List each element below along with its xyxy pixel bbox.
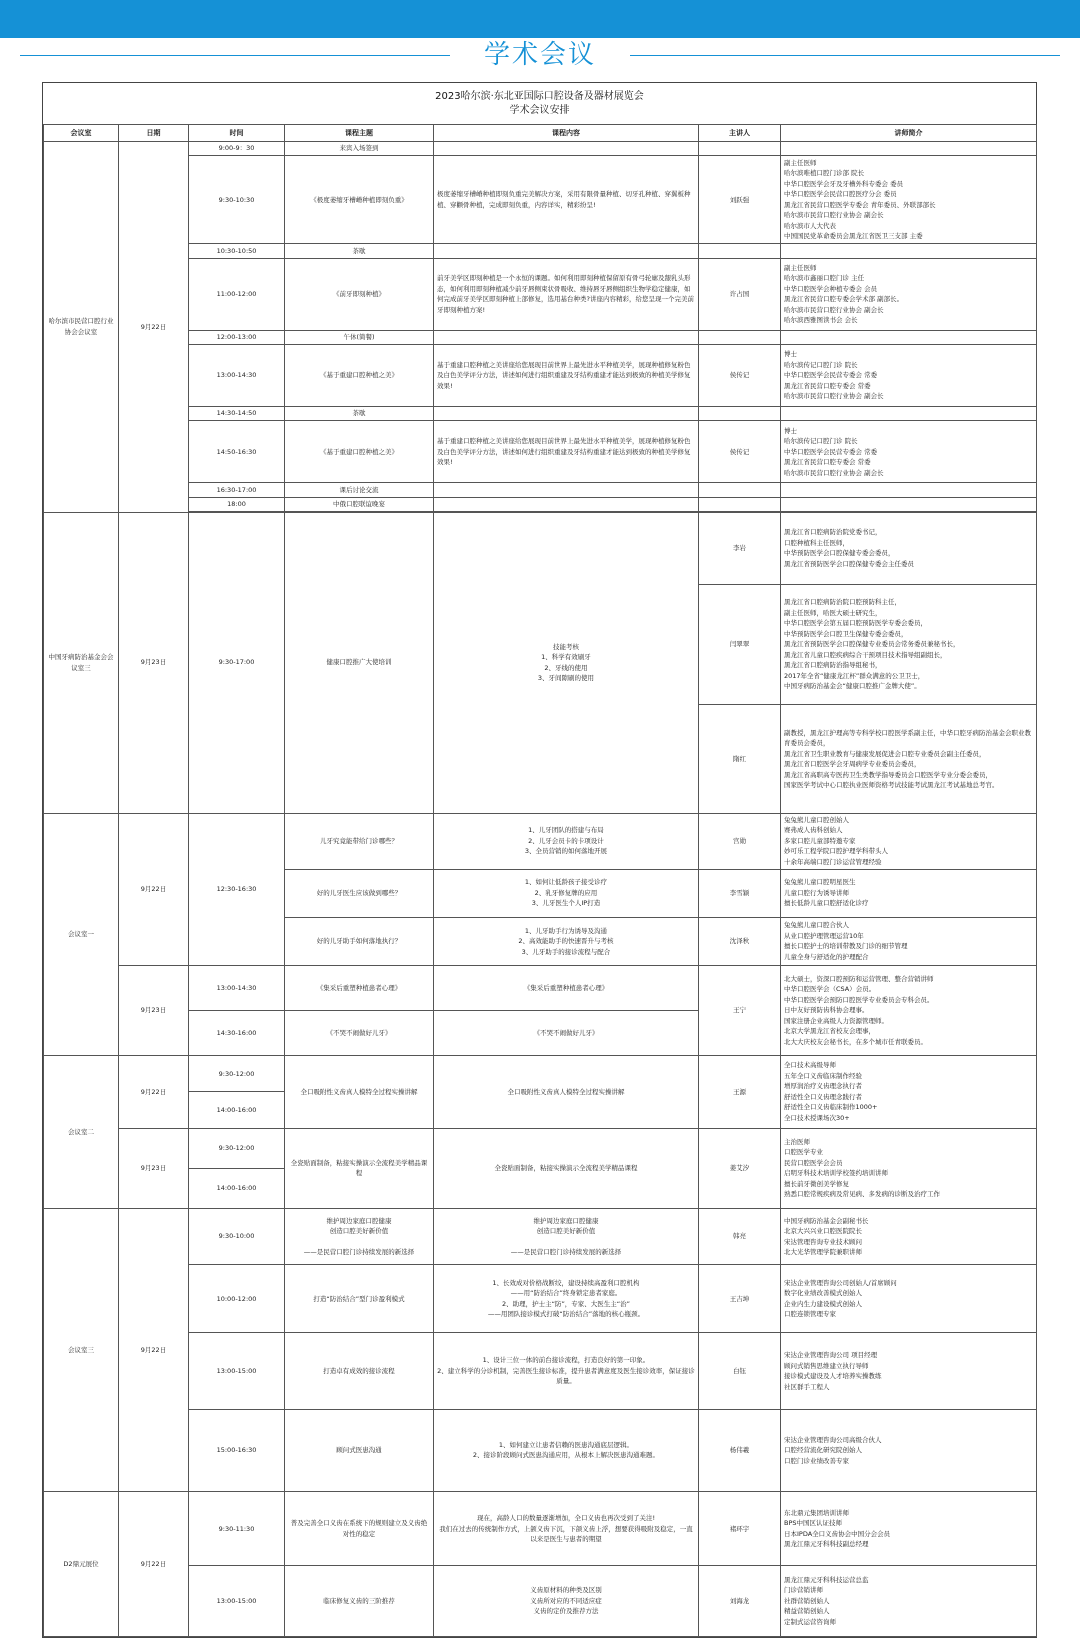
room-name: 中国牙病防治基金会会议室三 (44, 512, 119, 813)
session-time: 9:30-17:00 (189, 512, 285, 813)
page-title: 学术会议 (450, 38, 630, 72)
speaker-name: 王宁 (699, 965, 781, 1055)
speaker-name (699, 497, 781, 511)
session-content: 1、如何让低龄孩子接受诊疗 2、乳牙修复牌的应用 3、儿牙医生个人IP打造 (434, 869, 699, 917)
table-row (44, 142, 1037, 156)
header-time: 时间 (189, 125, 285, 142)
session-time: 11:00-12:00 (189, 258, 285, 330)
session-time: 9:00-9：30 (189, 142, 285, 156)
session-topic: 儿牙究竟能带给门诊哪些？ (285, 813, 434, 869)
session-topic: 来宾入场签到 (285, 142, 434, 156)
speaker-bio: 宋达企业管理咨询公司 项目经理 顾问式销售思维建立执行导师 接诊模式建设及人才培养实操教练 社区群手工程人 (781, 1333, 1037, 1409)
session-topic: 维护周边家庭口腔健康 创造口腔美好新价值 ——是民营口腔门诊持续发展的新选择 (285, 1208, 434, 1264)
session-topic: 《基于重建口腔种植之美》 (285, 421, 434, 483)
session-time: 12:30-16:30 (189, 813, 285, 965)
table-row (44, 344, 1037, 406)
session-topic: 全口吸附性义齿真人模特全过程实操讲解 (285, 1056, 434, 1128)
table-row (44, 156, 1037, 244)
speaker-name: 姜艾汐 (699, 1128, 781, 1208)
schedule-subtitle: 学术会议安排 (509, 105, 570, 116)
speaker-name: 王源 (699, 1056, 781, 1128)
table-row (44, 1333, 1037, 1409)
session-time: 10:30-10:50 (189, 244, 285, 258)
session-topic: 茶歇 (285, 407, 434, 421)
speaker-bio: 北大硕士，资深口腔预防和运营管理、整合营销讲师 中华口腔医学会（CSA）会员。 中华口腔医学会预防口腔医学专业委员会专科会员。 日中友好预防齿科协会理事。 国家注册企业高级人力资源管理师。 北京大学黑龙江省校友会理事， 北大大庆校友会秘书长，在多个城市任青联委员。 (781, 965, 1037, 1055)
speaker-bio: 东北鼎元集团培训讲师 BPS中国区认证技师 日本IPDA全口义齿协会中国分会会员 黑龙江鼎元牙科科技副总经理 (781, 1492, 1037, 1566)
session-date: 9月23日 (119, 512, 189, 813)
session-content: 极度萎缩牙槽嵴种植即刻负重完美解决方案，采用有限骨量种植、切牙孔种植、穿翼板种植、穿颧骨种植，完成即刻负重，内容详实，精彩纷呈! (434, 156, 699, 244)
speaker-bio: 黑龙江省口腔病防治院党委书记， 口腔种植科主任医师， 中华预防医学会口腔保健专委会委员， 黑龙江省预防医学会口腔保健专委会主任委员 (781, 512, 1037, 584)
session-topic: 《极度萎缩牙槽嵴种植即刻负重》 (285, 156, 434, 244)
speaker-bio: 主治医师 口腔医学专业 民营口腔医学会会员 启明牙科技术培训学校签约培训讲师 擅长前牙微创美学修复 熟悉口腔常规疾病及常见病、多发病的诊断及治疗工作 (781, 1128, 1037, 1208)
session-topic: 课后讨论交流 (285, 483, 434, 497)
table-row (44, 407, 1037, 421)
table-row (44, 330, 1037, 344)
session-content: 全瓷贴面制备，粘接实操演示全流程美学精品课程 (434, 1128, 699, 1208)
table-row (44, 483, 1037, 497)
session-content (434, 497, 699, 511)
session-time: 9:30-11:30 (189, 1492, 285, 1566)
session-time: 14:50-16:30 (189, 421, 285, 483)
speaker-bio: 全口技术高级导师 五年全口义齿临床制作经验 增厚润治疗义齿理念执行者 舒适性全口义齿理念践行者 舒适性全口义齿临床制作1000+ 全口技术授课场次30+ (781, 1056, 1037, 1128)
speaker-bio: 副教授，黑龙江护理高等专科学校口腔医学系副主任，中华口腔牙病防治基金会职业教育委员会委员， 黑龙江省卫生职业教育与健康发展促进会口腔专业委员会副主任委员， 黑龙江省口腔医学会牙周病学专业委员会委员， 黑龙江省高职高专医药卫生类教学指导委员会口腔医学专业分委会委员， 国家医学考试中心口腔执业医师资格考试技能考试黑龙江考试基地总考官。 (781, 705, 1037, 813)
session-topic: 《集采后重塑种植患者心理》 (285, 965, 434, 1010)
room-name: 哈尔滨市民营口腔行业协会会议室 (44, 142, 119, 512)
session-time: 13:00-14:30 (189, 965, 285, 1010)
header-content: 课程内容 (434, 125, 699, 142)
header-topic: 课程主题 (285, 125, 434, 142)
table-row (44, 497, 1037, 511)
table-row (44, 965, 1037, 1010)
speaker-bio: 副主任医师 哈尔滨唯植口腔门诊部 院长 中华口腔医学会牙及牙槽外科专委会 委员 中华口腔医学会民营口腔医疗分会 委员 黑龙江省民营口腔医学专委会 青年委员、外联部部长 哈尔滨市民营口腔行业协会 副会长 哈尔滨市人大代表 中国国民党革命委员会黑龙江省医卫三支部 主委 (781, 156, 1037, 244)
speaker-name: 王吉坤 (699, 1265, 781, 1333)
speaker-bio (781, 483, 1037, 497)
speaker-name (699, 244, 781, 258)
session-topic: 临床修复义齿的三阶推荐 (285, 1566, 434, 1637)
session-time: 14:30-14:50 (189, 407, 285, 421)
title-area (0, 38, 1080, 72)
speaker-bio: 兔兔熊儿童口腔合伙人 从业口腔护理管理运营10年 擅长口腔护士的培训带教及门诊的细节管理 儿童全身与舒适化的护理配合 (781, 917, 1037, 965)
session-topic: 《不哭不闹做好儿牙》 (285, 1011, 434, 1056)
table-row (44, 1128, 1037, 1168)
session-topic: 健康口腔推广大使培训 (285, 512, 434, 813)
header-date: 日期 (119, 125, 189, 142)
session-content: 1、设计三位一体的前台接诊流程，打造良好的第一印象。 2、建立科学的分诊机制，完善医生接诊标准，提升患者满意度及医生接诊效率，保证接诊质量。 (434, 1333, 699, 1409)
session-content: 《集采后重塑种植患者心理》 (434, 965, 699, 1010)
session-content: 基于重建口腔种植之美讲座给您展现目前世界上最先进水平种植美学，展现种植修复粉色及白色美学评分方法，讲述如何进行组织重建及牙结构重建才能达到极致的种植美学修复效果! (434, 421, 699, 483)
session-content (434, 142, 699, 156)
session-content (434, 483, 699, 497)
room-name: 会议室一 (44, 813, 119, 1056)
table-row (44, 1208, 1037, 1264)
session-time: 14:00-16:00 (189, 1092, 285, 1128)
session-time: 12:00-13:00 (189, 330, 285, 344)
session-content: 全口吸附性义齿真人模特全过程实操讲解 (434, 1056, 699, 1128)
room-name: 会议室二 (44, 1056, 119, 1209)
speaker-bio: 黑龙江省口腔病防治院口腔预防科主任， 副主任医师，哈医大硕士研究生， 中华口腔医学会第五届口腔预防医学专委会委员， 中华预防医学会口腔卫生保健专委会委员， 黑龙江省预防医学会口腔保健专业委员会常务委员兼秘书长， 黑龙江省儿童口腔疾病综合干预项目技术指导组副组长， 黑龙江省口腔病防治指导组秘书， 2017年全省“健康龙江杯”群众满意的公卫卫士， 中国牙病防治基金会“健康口腔推广金牌大使”。 (781, 584, 1037, 705)
header-room: 会议室 (44, 125, 119, 142)
session-time: 13:00-15:00 (189, 1566, 285, 1637)
session-content: 技能考核 1、科学有效刷牙 2、牙线的使用 3、牙间隙刷的使用 (434, 512, 699, 813)
speaker-name (699, 142, 781, 156)
table-row (44, 512, 1037, 584)
session-content: 维护周边家庭口腔健康 创造口腔美好新价值 ——是民营口腔门诊持续发展的新选择 (434, 1208, 699, 1264)
session-topic: 茶歇 (285, 244, 434, 258)
session-date: 9月22日 (119, 813, 189, 965)
session-date: 9月22日 (119, 1056, 189, 1128)
schedule-table (43, 124, 1037, 1637)
session-time: 10:00-12:00 (189, 1265, 285, 1333)
speaker-bio: 博士 哈尔滨传记口腔门诊 院长 中华口腔医学会民营专委会 常委 黑龙江省民营口腔专委会 常委 哈尔滨市民营口腔行业协会 副会长 (781, 344, 1037, 406)
speaker-bio: 宋达企业管理咨询公司创始人/首席顾问 数字化业绩改善模式创始人 企业内生力建设模式创始人 口腔连锁管理专家 (781, 1265, 1037, 1333)
speaker-bio: 兔兔熊儿童口腔明星医生 儿童口腔行为诱导讲师 擅长低龄儿童口腔舒适化诊疗 (781, 869, 1037, 917)
table-row (44, 1265, 1037, 1333)
speaker-bio: 黑龙江鼎元牙科科技运营总监 门诊营销讲师 社群营销创始人 精益营销创始人 定制式运营咨询师 (781, 1566, 1037, 1637)
speaker-name: 杨伟羲 (699, 1409, 781, 1491)
speaker-bio (781, 142, 1037, 156)
session-topic: 普及完善全口义齿在系统下的规则建立及义齿绝对性的稳定 (285, 1492, 434, 1566)
table-row (44, 1492, 1037, 1566)
session-date: 9月22日 (119, 1492, 189, 1637)
speaker-name: 侯传记 (699, 421, 781, 483)
session-content: 1、儿牙助手行为诱导及沟通 2、高效能助手的快速晋升与考核 3、儿牙助手的接诊流程与配合 (434, 917, 699, 965)
speaker-name: 许占国 (699, 258, 781, 330)
table-row (44, 813, 1037, 869)
speaker-name: 褚环宇 (699, 1492, 781, 1566)
session-time: 15:00-16:30 (189, 1409, 285, 1491)
speaker-bio: 兔兔熊儿童口腔创始人 赛弗成人齿科创始人 多家口腔儿童部特邀专家 妙可乐工程学院口腔护理学科带头人 十余年高端口腔门诊运营管理经验 (781, 813, 1037, 869)
speaker-bio: 博士 哈尔滨传记口腔门诊 院长 中华口腔医学会民营专委会 常委 黑龙江省民营口腔专委会 常委 哈尔滨市民营口腔行业协会 副会长 (781, 421, 1037, 483)
session-topic: 《基于重建口腔种植之美》 (285, 344, 434, 406)
speaker-bio (781, 407, 1037, 421)
table-row (44, 1409, 1037, 1491)
room-name: D2鼎元展位 (44, 1492, 119, 1637)
speaker-name: 侯传记 (699, 344, 781, 406)
session-date: 9月22日 (119, 1208, 189, 1491)
session-content: 前牙美学区即刻种植是一个永恒的课题。如何利用即刻种植保留原有骨弓轮廓及龈乳头形态，如何利用即刻种植减少前牙唇侧束状骨吸收、维持唇牙唇侧组织生物学稳定健康，如何完成前牙美学区即刻种植上部修复，选用基台种类?讲座内容精彩，给您呈现一个完美前牙即刻种植方案! (434, 258, 699, 330)
speaker-bio (781, 330, 1037, 344)
session-time: 14:30-16:00 (189, 1011, 285, 1056)
session-content (434, 244, 699, 258)
session-time: 18:00 (189, 497, 285, 511)
session-content: 义齿原材料的种类及区别 义齿所对应的不同适应症 义齿的定价及推荐方法 (434, 1566, 699, 1637)
session-topic: 全瓷贴面制备，粘接实操演示全流程美学精品课程 (285, 1128, 434, 1208)
session-time: 14:00-16:00 (189, 1168, 285, 1208)
speaker-bio: 副主任医师 哈尔滨市鑫丽口腔门诊 主任 中华口腔医学会种植专委会 会员 黑龙江省民营口腔专委会学术部 副部长。 哈尔滨市民营口腔行业协会 副会长 哈尔滨西雅图读书会 会长 (781, 258, 1037, 330)
table-row (44, 258, 1037, 330)
session-content: 1、如何建立让患者信赖的医患沟通底层逻辑。 2、接诊阶段顾问式医患沟通应用，从根本上解决医患沟通难题。 (434, 1409, 699, 1491)
speaker-name: 李岩 (699, 512, 781, 584)
header-row (44, 125, 1037, 142)
event-title: 2023哈尔滨·东北亚国际口腔设备及器材展览会 (435, 91, 644, 102)
session-topic: 好的儿牙助手如何落地执行？ (285, 917, 434, 965)
session-time: 9:30-12:00 (189, 1056, 285, 1092)
top-banner (0, 0, 1080, 38)
session-content: 基于重建口腔种植之美讲座给您展现目前世界上最先进水平种植美学，展现种植修复粉色及白色美学评分方法，讲述如何进行组织重建及牙结构重建才能达到极致的种植美学修复效果! (434, 344, 699, 406)
session-time: 13:00-14:30 (189, 344, 285, 406)
speaker-name: 隋红 (699, 705, 781, 813)
session-content: 1、长效成对价格战断绞，建设持续高盈利口腔机构 ——用“防治结合”终身锁定患者家庭。 2、助理，护士主“防”，专家、大医生主“治” ——用团队接诊模式打破“防治结合”落地的核心瓶颈。 (434, 1265, 699, 1333)
speaker-bio: 宋达企业管理咨询公司高级合伙人 口腔经营流化研究院创始人 口腔门诊业绩改善专家 (781, 1409, 1037, 1491)
speaker-name: 刘跃强 (699, 156, 781, 244)
schedule-box (42, 82, 1037, 1638)
speaker-name (699, 330, 781, 344)
speaker-name: 闫翠翠 (699, 584, 781, 705)
session-content (434, 407, 699, 421)
table-row (44, 1056, 1037, 1092)
session-content (434, 330, 699, 344)
speaker-bio: 中国牙病防治基金会副秘书长 北京大兴兴业口腔医院院长 宋达管理咨询专业技术顾问 北大光华管理学院兼职讲师 (781, 1208, 1037, 1264)
header-speaker: 主讲人 (699, 125, 781, 142)
session-content: 现在，高龄人口的数量逐渐增加，全口义齿也再次受到了关注! 我们在过去的传统制作方式，上颌义齿下沉，下颌义齿上浮，想要获得吸附及稳定，一直以来是医生与患者的期望 (434, 1492, 699, 1566)
session-topic: 午休(简餐) (285, 330, 434, 344)
session-time: 9:30-10:00 (189, 1208, 285, 1264)
session-time: 9:30-12:00 (189, 1128, 285, 1168)
header-bio: 讲师简介 (781, 125, 1037, 142)
session-content: 《不哭不闹做好儿牙》 (434, 1011, 699, 1056)
speaker-name: 沈泽秋 (699, 917, 781, 965)
session-time: 13:00-15:00 (189, 1333, 285, 1409)
session-date: 9月22日 (119, 142, 189, 512)
session-topic: 顾问式医患沟通 (285, 1409, 434, 1491)
speaker-name: 宫勋 (699, 813, 781, 869)
session-date: 9月23日 (119, 1128, 189, 1208)
session-time: 16:30-17:00 (189, 483, 285, 497)
session-content: 1、儿牙团队的搭建与布局 2、儿牙会员卡的卡项设计 3、全员营销的如何落地开展 (434, 813, 699, 869)
session-topic: 《前牙即刻种植》 (285, 258, 434, 330)
speaker-name: 李雪颖 (699, 869, 781, 917)
speaker-name: 白钰 (699, 1333, 781, 1409)
session-date: 9月23日 (119, 965, 189, 1055)
speaker-name (699, 407, 781, 421)
table-row (44, 1566, 1037, 1637)
speaker-name (699, 483, 781, 497)
speaker-bio (781, 497, 1037, 511)
speaker-bio (781, 244, 1037, 258)
table-row (44, 421, 1037, 483)
table-row (44, 244, 1037, 258)
session-time: 9:30-10:30 (189, 156, 285, 244)
speaker-name: 刘海龙 (699, 1566, 781, 1637)
speaker-name: 韩亮 (699, 1208, 781, 1264)
session-topic: 中俄口腔联谊晚宴 (285, 497, 434, 511)
session-topic: 打造“防治结合”型门诊盈利模式 (285, 1265, 434, 1333)
session-topic: 好的儿牙医生应该做到哪些？ (285, 869, 434, 917)
session-topic: 打造卓有成效的接诊流程 (285, 1333, 434, 1409)
room-name: 会议室三 (44, 1208, 119, 1491)
